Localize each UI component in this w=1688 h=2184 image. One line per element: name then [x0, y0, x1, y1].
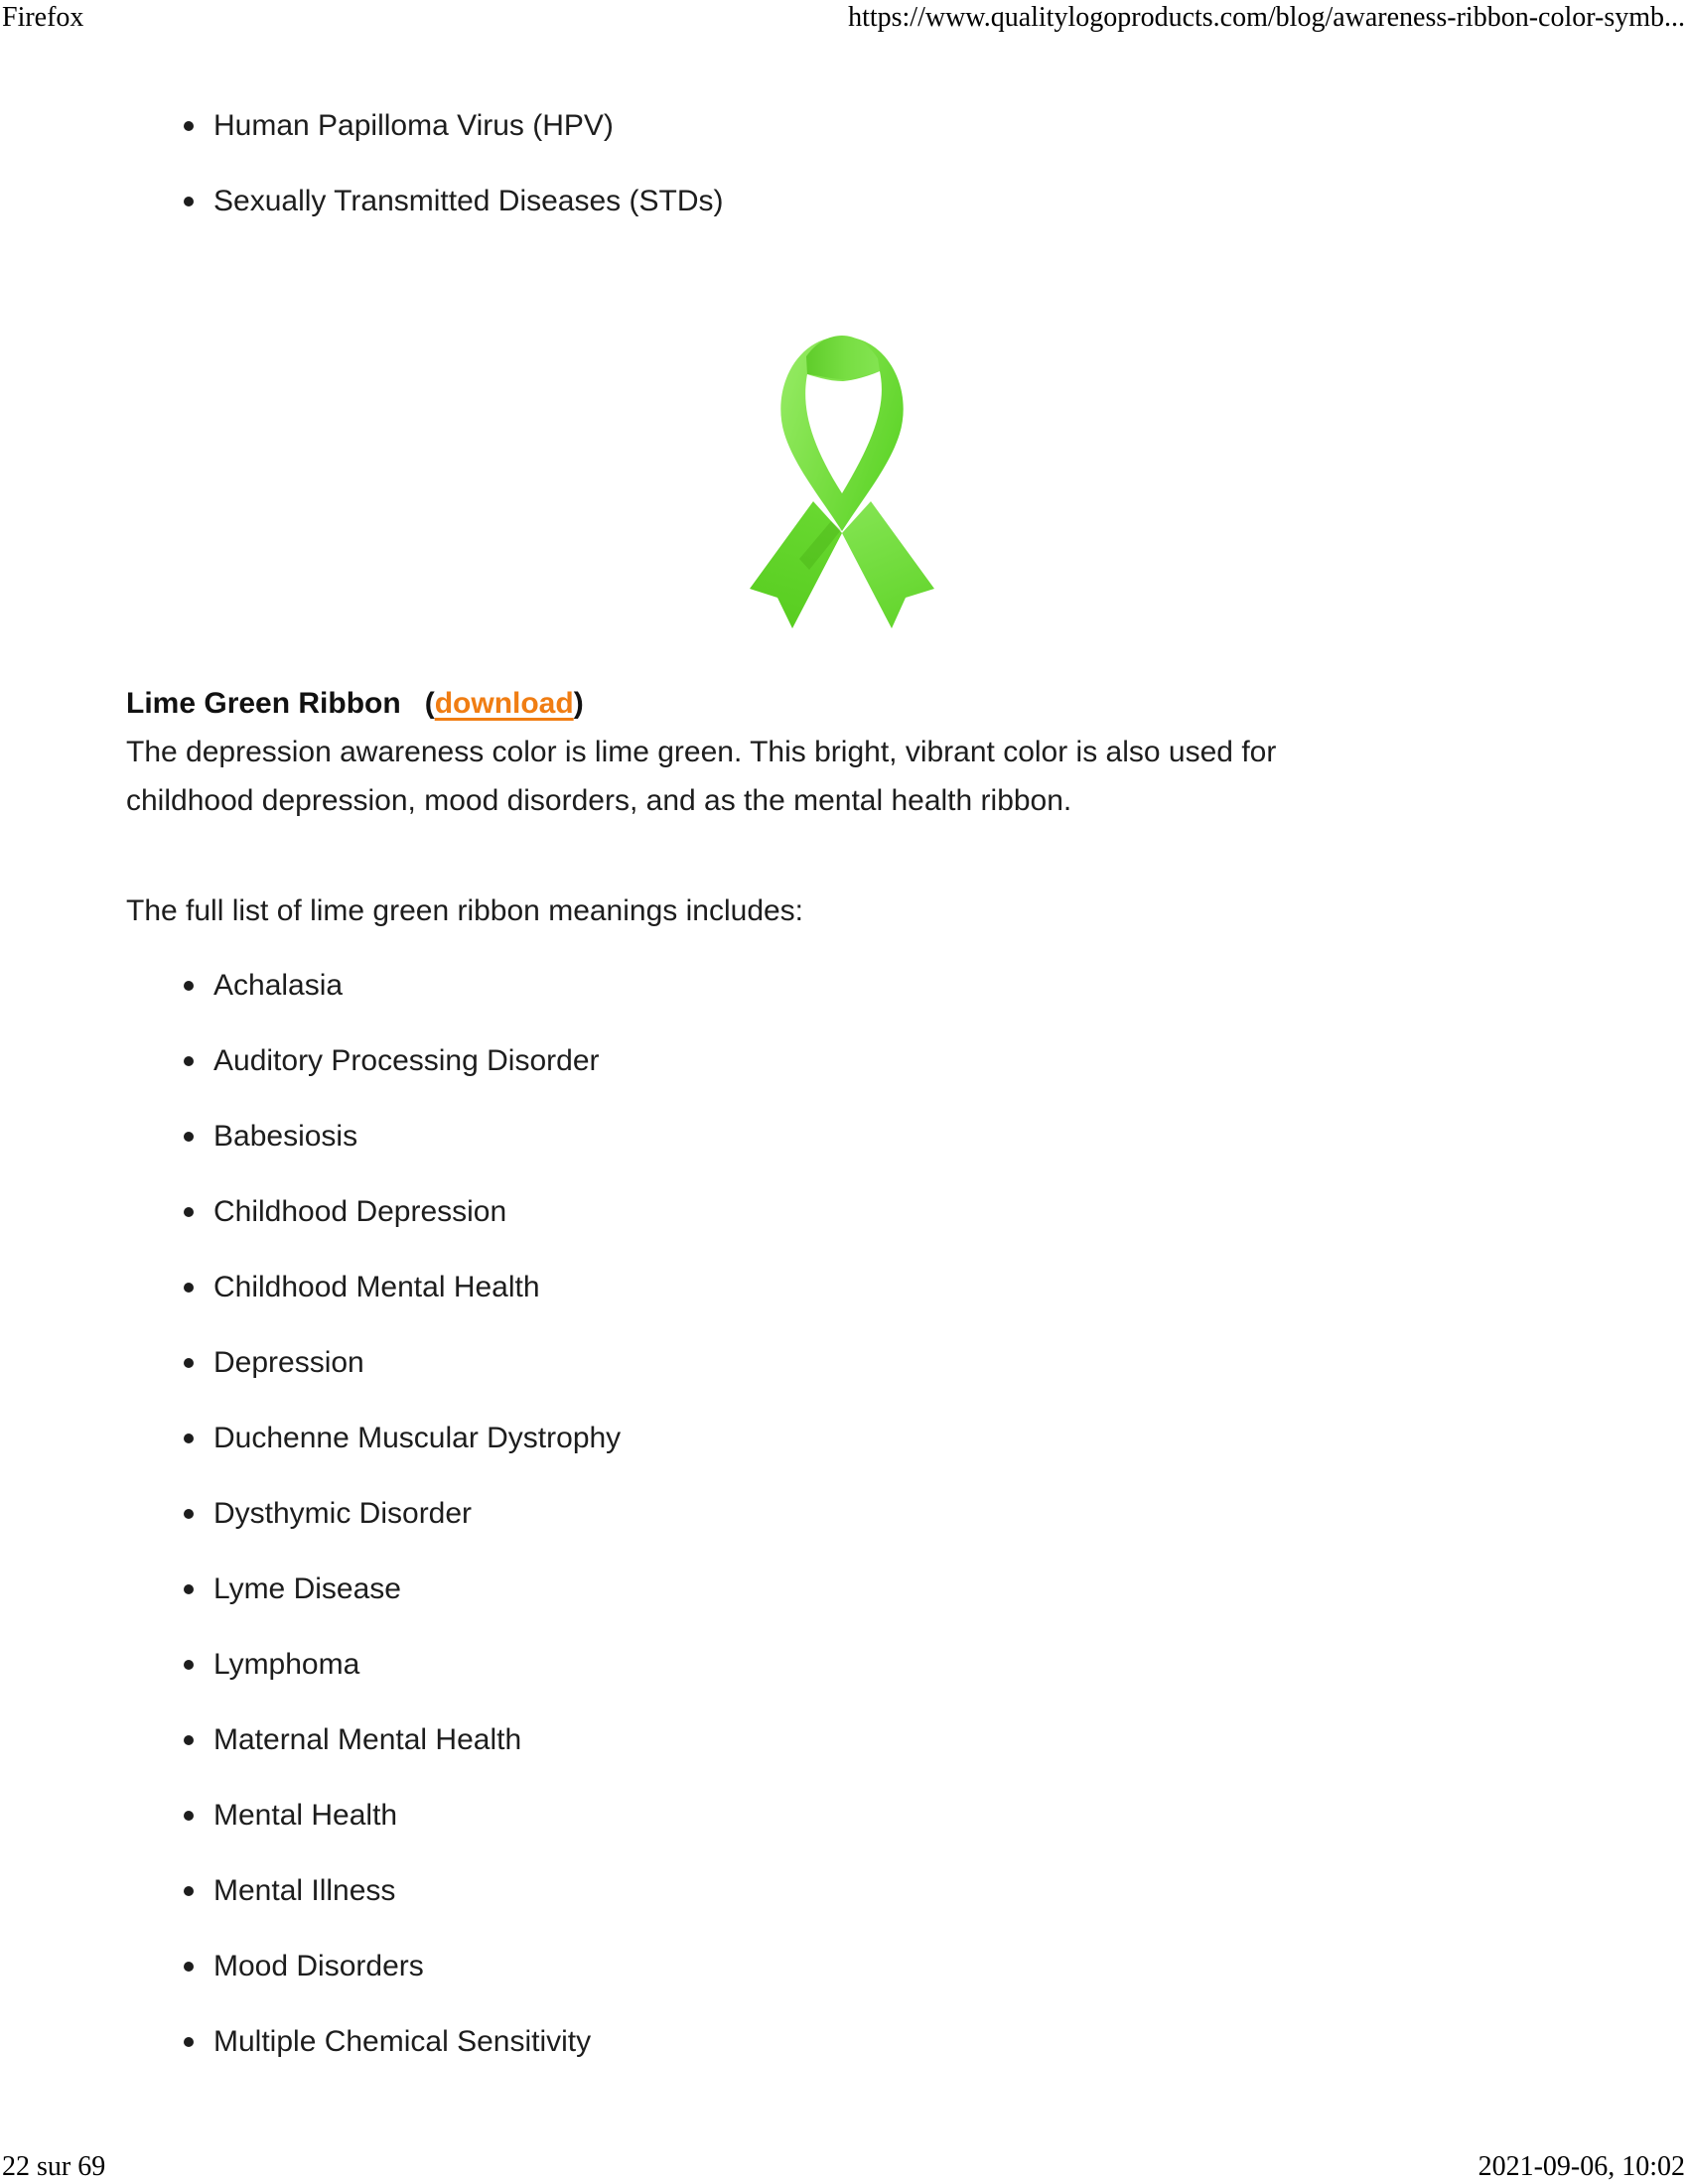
list-item-label: Babesiosis	[213, 1120, 358, 1153]
download-link-group	[425, 687, 584, 721]
list-item	[126, 1872, 621, 1910]
list-intro: The full list of lime green ribbon meanings includes:	[126, 894, 804, 927]
list-item	[126, 1948, 621, 1985]
print-header-app: Firefox	[2, 2, 84, 33]
list-item-label: Childhood Depression	[213, 1195, 507, 1228]
list-item	[126, 1570, 621, 1608]
bullet-icon	[184, 1735, 194, 1745]
list-item	[126, 107, 724, 145]
print-footer-page-number: 22 sur 69	[2, 2151, 106, 2182]
list-item-label: Multiple Chemical Sensitivity	[213, 2025, 592, 2058]
bullet-icon	[184, 197, 194, 206]
bullet-icon	[184, 1584, 194, 1594]
list-item-label: Lymphoma	[213, 1648, 360, 1681]
section-title: Lime Green Ribbon	[126, 687, 401, 720]
list-item-label: Duchenne Muscular Dystrophy	[213, 1422, 622, 1454]
print-footer-timestamp: 2021-09-06, 10:02	[1477, 2151, 1685, 2182]
list-item-label: Achalasia	[213, 969, 344, 1002]
list-item-label: Dysthymic Disorder	[213, 1497, 473, 1530]
list-item-label: Mental Health	[213, 1799, 398, 1832]
list-item	[126, 1042, 621, 1080]
list-item	[126, 1420, 621, 1457]
list-item-label: Childhood Mental Health	[213, 1271, 540, 1303]
lime-green-ribbon-image	[748, 335, 936, 628]
paragraph-line: childhood depression, mood disorders, and as the mental health ribbon.	[126, 784, 1072, 817]
list-item	[126, 1118, 621, 1156]
close-paren: )	[573, 687, 584, 720]
bullet-icon	[184, 1660, 194, 1670]
list-item-label: Human Papilloma Virus (HPV)	[213, 109, 614, 142]
bullet-icon	[184, 1433, 194, 1443]
list-item-label: Maternal Mental Health	[213, 1723, 522, 1756]
list-item	[126, 1646, 621, 1684]
section-paragraph	[126, 728, 1562, 825]
list-item-label: Mood Disorders	[213, 1950, 424, 1982]
continued-meanings-list	[126, 107, 724, 220]
print-header	[2, 1, 1685, 34]
list-item-label: Sexually Transmitted Diseases (STDs)	[213, 185, 724, 217]
bullet-icon	[184, 2037, 194, 2047]
bullet-icon	[184, 1132, 194, 1142]
list-item-label: Depression	[213, 1346, 364, 1379]
bullet-icon	[184, 1358, 194, 1368]
list-item-label: Auditory Processing Disorder	[213, 1044, 600, 1077]
bullet-icon	[184, 1283, 194, 1293]
bullet-icon	[184, 1509, 194, 1519]
bullet-icon	[184, 981, 194, 991]
bullet-icon	[184, 1886, 194, 1896]
paragraph-line: The depression awareness color is lime green. This bright, vibrant color is also used for	[126, 736, 1277, 768]
ribbon-right-tail	[842, 501, 934, 628]
bullet-icon	[184, 121, 194, 131]
list-item-label: Mental Illness	[213, 1874, 396, 1907]
section-heading-row	[126, 687, 584, 721]
bullet-icon	[184, 1962, 194, 1972]
list-item	[126, 967, 621, 1005]
list-item-label: Lyme Disease	[213, 1572, 401, 1605]
open-paren: (	[424, 687, 435, 720]
print-footer	[2, 2150, 1685, 2183]
list-item	[126, 183, 724, 220]
list-item	[126, 1721, 621, 1759]
bullet-icon	[184, 1056, 194, 1066]
list-item	[126, 1269, 621, 1306]
bullet-icon	[184, 1811, 194, 1821]
list-item	[126, 2023, 621, 2061]
list-item	[126, 1193, 621, 1231]
bullet-icon	[184, 1207, 194, 1217]
list-item	[126, 1344, 621, 1382]
ribbon-left-tail	[750, 501, 842, 628]
download-link[interactable]: download	[434, 687, 574, 720]
ribbon-svg	[748, 335, 936, 628]
list-item	[126, 1797, 621, 1835]
list-item	[126, 1495, 621, 1533]
meanings-list	[126, 967, 621, 2061]
ribbon-top-fold	[806, 336, 880, 379]
print-header-url: https://www.qualitylogoproducts.com/blog/awareness-ribbon-color-symb...	[848, 2, 1685, 33]
